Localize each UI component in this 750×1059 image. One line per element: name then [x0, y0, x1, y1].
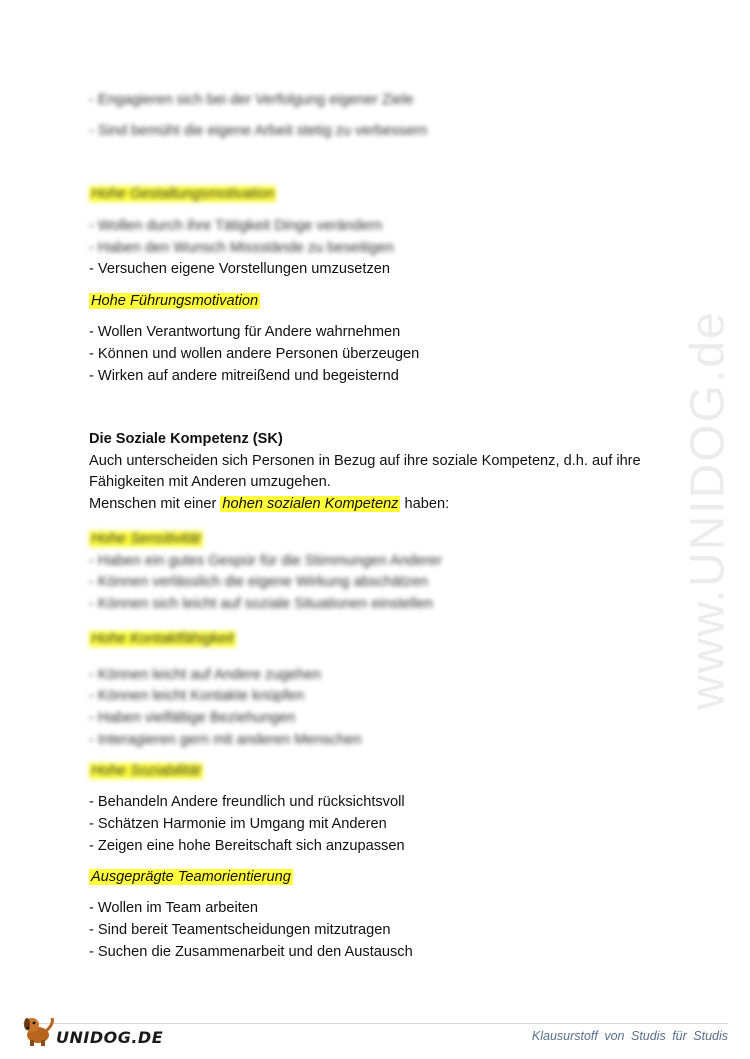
highlighted-heading: Hohe Sensitivität: [91, 531, 201, 547]
paragraph-line: Auch unterscheiden sich Personen in Bezug auf ihre soziale Kompetenz, d.h. auf ihre: [89, 453, 641, 469]
blurred-line: - Engagieren sich bei der Verfolgung eigener Ziele: [89, 92, 414, 108]
blurred-line: - Können verlässlich die eigene Wirkung abschätzen: [89, 574, 429, 590]
section-heading: [89, 761, 203, 781]
section-heading: [89, 529, 203, 549]
logo-text: UNIDOG.DE: [56, 1028, 164, 1047]
dog-icon: [22, 1014, 56, 1048]
list-item: - Wollen Verantwortung für Andere wahrnehmen: [89, 324, 401, 340]
list-item: - Versuchen eigene Vorstellungen umzusetzen: [89, 261, 390, 277]
section-heading: [89, 867, 293, 887]
section-heading: [89, 184, 276, 204]
unidog-logo: [22, 1010, 172, 1050]
blurred-line: - Können leicht Kontakte knüpfen: [89, 688, 305, 704]
blurred-line: - Haben den Wunsch Missstände zu beseitigen: [89, 240, 394, 256]
list-item: - Suchen die Zusammenarbeit und den Austausch: [89, 944, 413, 960]
list-item: - Wollen im Team arbeiten: [89, 900, 258, 916]
blurred-line: - Können sich leicht auf soziale Situationen einstellen: [89, 596, 433, 612]
list-item: - Zeigen eine hohe Bereitschaft sich anzupassen: [89, 838, 405, 854]
blurred-line: - Interagieren gern mit anderen Menschen: [89, 732, 362, 748]
highlighted-heading: Hohe Gestaltungsmotivation: [91, 186, 275, 202]
list-item: - Behandeln Andere freundlich und rücksichtsvoll: [89, 794, 405, 810]
highlighted-heading: Ausgeprägte Teamorientierung: [91, 869, 291, 885]
paragraph-line: [89, 494, 449, 514]
paragraph-line: Fähigkeiten mit Anderen umzugehen.: [89, 474, 331, 490]
watermark: www.UNIDOG.de: [681, 310, 735, 710]
section-heading: [89, 291, 260, 311]
list-item: - Schätzen Harmonie im Umgang mit Anderen: [89, 816, 387, 832]
highlighted-heading: Hohe Kontaktfähigkeit: [91, 631, 234, 647]
list-item: - Wirken auf andere mitreißend und begeisternd: [89, 368, 399, 384]
list-item: - Können und wollen andere Personen überzeugen: [89, 346, 420, 362]
footer-tagline: Klausurstoff von Studis für Studis: [531, 1029, 728, 1043]
intro-text: haben:: [404, 496, 450, 512]
highlighted-heading: Hohe Führungsmotivation: [91, 293, 259, 309]
blurred-line: - Haben ein gutes Gespür für die Stimmungen Anderer: [89, 553, 442, 569]
blurred-line: - Wollen durch ihre Tätigkeit Dinge verändern: [89, 218, 383, 234]
list-item: - Sind bereit Teamentscheidungen mitzutragen: [89, 922, 391, 938]
intro-text: Menschen mit einer: [89, 496, 217, 512]
section-heading: [89, 629, 236, 649]
blurred-line: - Sind bemüht die eigene Arbeit stetig zu verbessern: [89, 123, 428, 139]
section-title: Die Soziale Kompetenz (SK): [89, 431, 283, 447]
highlighted-phrase: hohen sozialen Kompetenz: [222, 496, 399, 512]
blurred-line: - Haben vielfältige Beziehungen: [89, 710, 296, 726]
blurred-line: - Können leicht auf Andere zugehen: [89, 667, 322, 683]
highlighted-heading: Hohe Soziabilität: [91, 763, 201, 779]
